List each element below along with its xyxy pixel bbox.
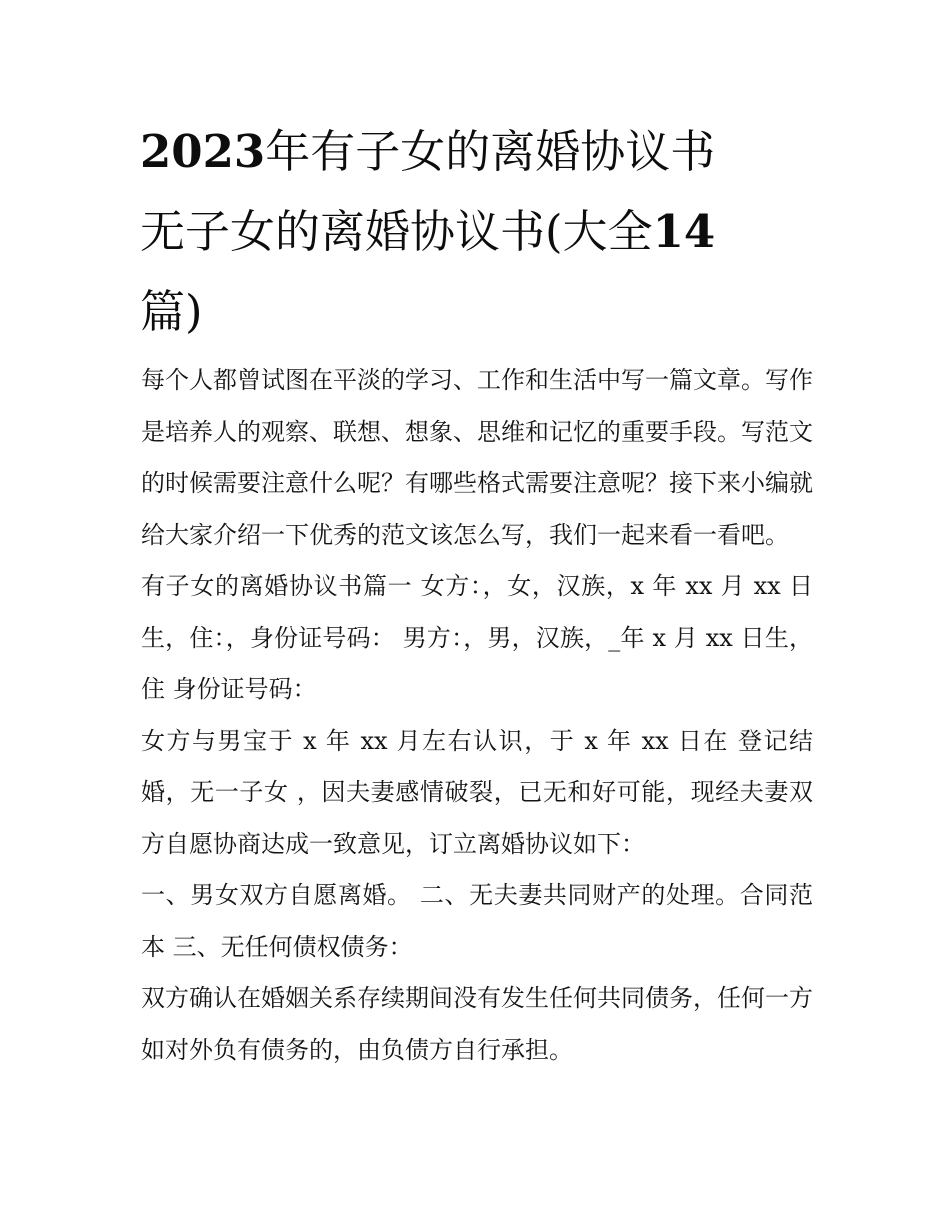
body-paragraph-debts: 双方确认在婚姻关系存续期间没有发生任何共同债务，任何一方如对外负有债务的，由负债方自行承担。 [141, 984, 813, 1064]
title-line-1 [140, 112, 820, 192]
body-paragraph-background: 女方与男宝于 x 年 xx 月左右认识，于 x 年 xx 日在 登记结婚，无一子女 ，因夫妻感情破裂，已无和好可能，现经夫妻双方自愿协商达成一致意见，订立离婚协议如下： [141, 726, 813, 858]
title-line-1-text: 年有子女的离婚协议书 [265, 125, 716, 178]
title-year: 2023 [140, 125, 266, 178]
body-paragraph-parties: 有子女的离婚协议书篇一 女方：，女，汉族，x 年 xx 月 xx 日生，住：，身份证号码： 男方：，男，汉族，_年 x 月 xx 日生，住 身份证号码： [141, 572, 813, 703]
document-title [140, 112, 820, 352]
title-count: 14 [652, 205, 716, 258]
title-line-2-text: 无子女的离婚协议书(大全 [140, 205, 653, 258]
document-body [141, 355, 813, 1076]
title-line-2 [140, 192, 820, 272]
title-line-3-text: 篇) [140, 285, 203, 338]
body-paragraph-terms: 一、男女双方自愿离婚。 二、无夫妻共同财产的处理。合同范本 三、无任何债权债务： [141, 881, 813, 961]
title-line-3 [140, 272, 820, 352]
intro-paragraph: 每个人都曾试图在平淡的学习、工作和生活中写一篇文章。写作是培养人的观察、联想、想象、思维和记忆的重要手段。写范文的时候需要注意什么呢？有哪些格式需要注意呢？接下来小编就给大家介绍一下优秀的范文该怎么写，我们一起来看一看吧。 [141, 366, 813, 549]
